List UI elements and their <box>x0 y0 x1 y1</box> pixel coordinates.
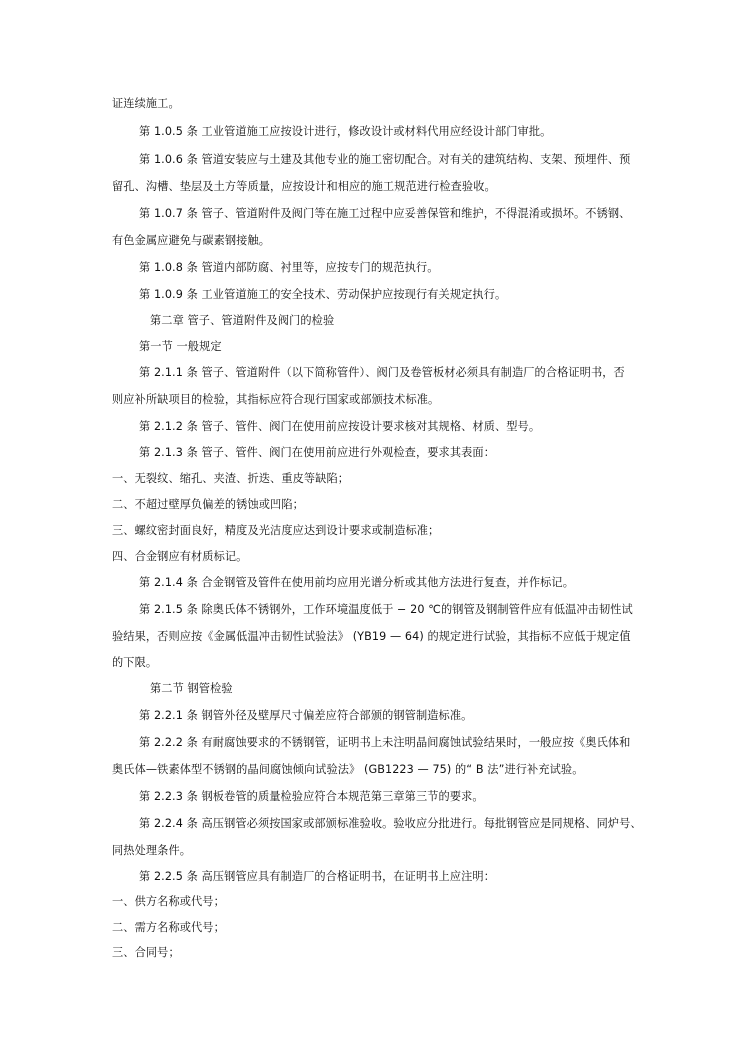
clause-2-2-4: 第 2.2.4 条 高压钢管必须按国家或部颁标准验收。验收应分批进行。每批钢管应是同规格、同炉号、 <box>139 817 642 830</box>
clause-2-1-3: 第 2.1.3 条 管子、管件、阀门在使用前应进行外观检查，要求其表面： <box>139 446 495 459</box>
clause-2-1-5: 第 2.1.5 条 除奥氏体不锈钢外，工作环境温度低于 − 20 ℃的钢管及钢制管件应有低温冲击韧性试 <box>139 603 633 616</box>
text-line: 奥氏体—铁素体型不锈钢的晶间腐蚀倾向试验法》 (GB1223 — 75) 的“ B 法”进行补充试验。 <box>112 763 584 776</box>
clause-2-2-1: 第 2.2.1 条 钢管外径及壁厚尺寸偏差应符合部颁的钢管制造标准。 <box>139 709 473 722</box>
list-item: 三、合同号； <box>112 946 180 959</box>
list-item: 四、合金钢应有材质标记。 <box>112 550 248 563</box>
section-heading: 第一节 一般规定 <box>139 340 222 353</box>
list-item: 一、无裂纹、缩孔、夹渣、折迭、重皮等缺陷； <box>112 472 350 485</box>
clause-2-1-1: 第 2.1.1 条 管子、管道附件（以下简称管件）、阀门及卷管板材必须具有制造厂的合格证明书，否 <box>139 366 625 379</box>
list-item: 二、需方名称或代号； <box>112 921 225 934</box>
clause-1-0-7: 第 1.0.7 条 管子、管道附件及阀门等在施工过程中应妥善保管和维护，不得混淆或损坏。不锈钢、 <box>139 207 631 220</box>
text-line: 则应补所缺项目的检验，其指标应符合现行国家或部颁技术标准。 <box>112 393 440 406</box>
clause-1-0-8: 第 1.0.8 条 管道内部防腐、衬里等，应按专门的规范执行。 <box>139 261 439 274</box>
section-heading: 第二节 钢管检验 <box>150 682 233 695</box>
clause-2-2-5: 第 2.2.5 条 高压钢管应具有制造厂的合格证明书，在证明书上应注明： <box>139 870 495 883</box>
text-line: 验结果，否则应按《金属低温冲击韧性试验法》 (YB19 — 64) 的规定进行试验，其指标不应低于规定值 <box>112 630 631 643</box>
list-item: 三、螺纹密封面良好，精度及光洁度应达到设计要求或制造标准； <box>112 524 440 537</box>
clause-1-0-6: 第 1.0.6 条 管道安装应与土建及其他专业的施工密切配合。对有关的建筑结构、支架、预埋件、预 <box>139 153 631 166</box>
chapter-heading: 第二章 管子、管道附件及阀门的检验 <box>150 314 335 327</box>
text-line: 同热处理条件。 <box>112 844 192 857</box>
clause-1-0-5: 第 1.0.5 条 工业管道施工应按设计进行，修改设计或材料代用应经设计部门审批。 <box>139 125 552 138</box>
clause-2-2-2: 第 2.2.2 条 有耐腐蚀要求的不锈钢管，证明书上未注明晶间腐蚀试验结果时，一般应按《奥氏体和 <box>139 736 631 749</box>
clause-1-0-9: 第 1.0.9 条 工业管道施工的安全技术、劳动保护应按现行有关规定执行。 <box>139 288 507 301</box>
clause-2-1-2: 第 2.1.2 条 管子、管件、阀门在使用前应按设计要求核对其规格、材质、型号。 <box>139 420 541 433</box>
text-line: 的下限。 <box>112 656 158 669</box>
list-item: 一、供方名称或代号； <box>112 895 225 908</box>
text-line: 证连续施工。 <box>112 97 180 110</box>
text-line: 有色金属应避免与碳素钢接触。 <box>112 234 271 247</box>
list-item: 二、不超过壁厚负偏差的锈蚀或凹陷； <box>112 498 304 511</box>
clause-2-1-4: 第 2.1.4 条 合金钢管及管件在使用前均应用光谱分析或其他方法进行复查，并作标记。 <box>139 576 574 589</box>
clause-2-2-3: 第 2.2.3 条 钢板卷管的质量检验应符合本规范第三章第三节的要求。 <box>139 790 484 803</box>
text-line: 留孔、沟槽、垫层及土方等质量，应按设计和相应的施工规范进行检查验收。 <box>112 180 496 193</box>
